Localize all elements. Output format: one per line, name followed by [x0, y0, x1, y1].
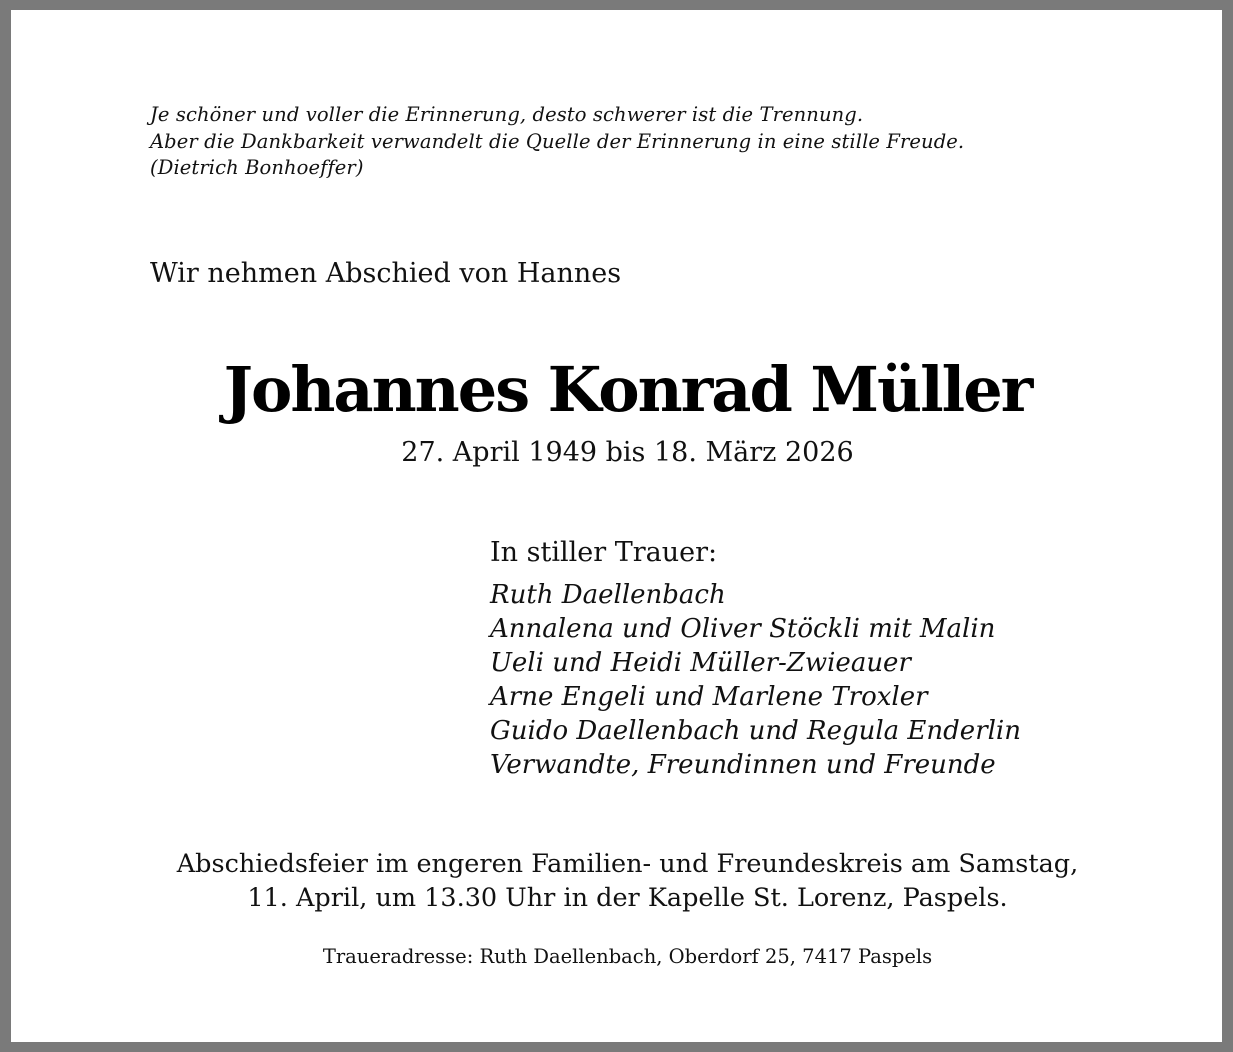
- mourner-name: Arne Engeli und Marlene Troxler: [490, 682, 928, 712]
- mourner-name: Annalena und Oliver Stöckli mit Malin: [490, 614, 996, 644]
- bonhoeffer-quote: [150, 102, 1150, 182]
- mourners-block: [490, 534, 1021, 782]
- ceremony-line: Abschiedsfeier im engeren Familien- und Freundeskreis am Samstag,: [176, 849, 1079, 879]
- mourner-name: Guido Daellenbach und Regula Enderlin: [490, 716, 1021, 746]
- mourner-name: Verwandte, Freundinnen und Freunde: [490, 750, 996, 780]
- mourners-heading: In stiller Trauer:: [490, 537, 718, 568]
- life-dates: 27. April 1949 bis 18. März 2026: [401, 437, 854, 468]
- quote-line: Je schöner und voller die Erinnerung, desto schwerer ist die Trennung.: [150, 103, 864, 126]
- ceremony-line: 11. April, um 13.30 Uhr in der Kapelle St. Lorenz, Paspels.: [247, 883, 1008, 913]
- mourners-list: [490, 578, 1021, 782]
- mourner-name: Ruth Daellenbach: [490, 580, 726, 610]
- deceased-name: Johannes Konrad Müller: [223, 353, 1032, 426]
- intro-text: Wir nehmen Abschied von Hannes: [150, 258, 622, 289]
- mourning-address: Traueradresse: Ruth Daellenbach, Oberdorf 25, 7417 Paspels: [322, 945, 933, 968]
- quote-attribution: (Dietrich Bonhoeffer): [150, 156, 364, 179]
- ceremony-info: [11, 847, 1233, 915]
- quote-line: Aber die Dankbarkeit verwandelt die Quelle der Erinnerung in eine stille Freude.: [150, 129, 965, 153]
- mourner-name: Ueli und Heidi Müller-Zwieauer: [490, 648, 911, 678]
